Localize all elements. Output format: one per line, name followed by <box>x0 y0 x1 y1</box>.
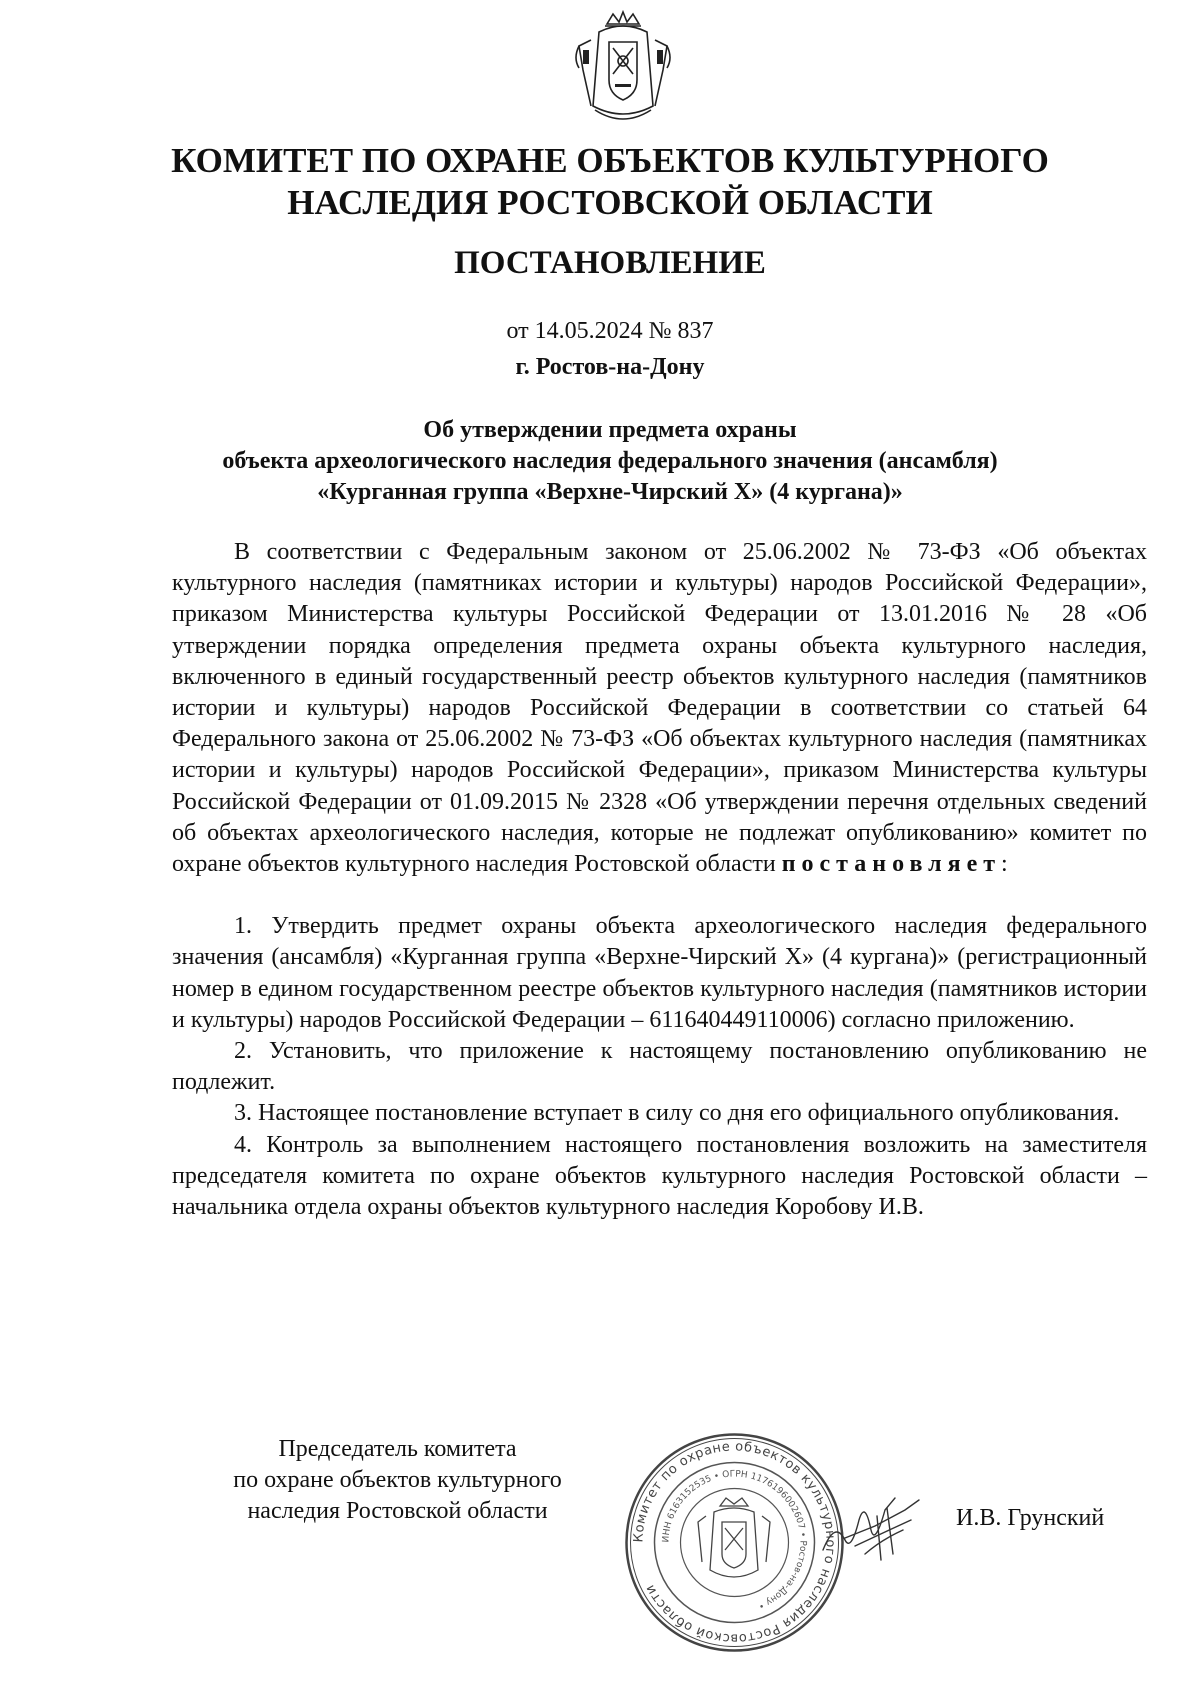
decree-word: постановляет <box>781 851 1002 878</box>
document-body <box>172 537 1147 1223</box>
signer-position-line-3: наследия Ростовской области <box>247 1498 548 1524</box>
signer-position-line-1: Председатель комитета <box>278 1436 517 1462</box>
org-name-line-1: КОМИТЕТ ПО ОХРАНЕ ОБЪЕКТОВ КУЛЬТУРНОГО <box>171 141 1049 180</box>
preamble-text: В соответствии с Федеральным законом от 25.06.2002 № 73-ФЗ «Об объектах культурного наследия (памятниках истории и культуры) народов Российской Федерации», приказом Министерства культуры Российской Федерации от 13.01.2016 № 28 «Об утверждении порядка определения предмета охраны объекта культурного наследия, включенного в единый государственный реестр объектов культурного наследия (памятников истории и культуры) народов Российской Федерации в соответствии со статьей 64 Федерального закона от 25.06.2002 № 73-ФЗ «Об объектах культурного наследия (памятниках истории и культуры) народов Российской Федерации», приказом Министерства культуры Российской Федерации от 01.09.2015 № 2328 «Об утверждении перечня отдельных сведений об объектах археологического наследия, которые не подлежат опубликованию» комитет по охране объектов культурного наследия Ростовской области <box>172 539 1147 878</box>
coat-of-arms-icon <box>569 10 677 130</box>
document-city: г. Ростов-на-Дону <box>515 354 705 380</box>
resolution-item-3: 3. Настоящее постановление вступает в силу со дня его официального опубликования. <box>234 1100 1120 1127</box>
resolution-item-4: 4. Контроль за выполнением настоящего постановления возложить на заместителя председателя комитета по охране объектов культурного наследия Ростовской области – начальника отдела охраны объектов культурного наследия Коробову И.В. <box>172 1131 1147 1221</box>
signer-position <box>185 1434 610 1527</box>
handwritten-signature-icon <box>815 1480 925 1570</box>
preamble-paragraph <box>172 537 1147 880</box>
title-line-3: «Курганная группа «Верхне-Чирский Х» (4 кургана)» <box>317 479 903 505</box>
resolution-item-2: 2. Установить, что приложение к настоящему постановлению опубликованию не подлежит. <box>172 1038 1147 1096</box>
official-seal-icon <box>622 1430 847 1655</box>
signer-name: И.В. Грунский <box>956 1505 1105 1531</box>
organization-name <box>150 140 1070 224</box>
title-line-2: объекта археологического наследия федерального значения (ансамбля) <box>222 448 998 474</box>
decree-colon: : <box>1001 851 1008 878</box>
org-name-line-2: НАСЛЕДИЯ РОСТОВСКОЙ ОБЛАСТИ <box>287 183 933 222</box>
signer-position-line-2: по охране объектов культурного <box>233 1467 562 1493</box>
svg-text:Комитет по охране объектов кул: Комитет по охране объектов культурного наследия Ростовской области <box>631 1439 838 1646</box>
title-line-1: Об утверждении предмета охраны <box>423 417 797 443</box>
document-date-number: от 14.05.2024 № 837 <box>506 318 714 344</box>
document-title <box>150 415 1070 508</box>
svg-text:ИНН 6163152535 • ОГРН 11761960: ИНН 6163152535 • ОГРН 1176196002607 • Ростов-на-Дону • <box>661 1469 808 1611</box>
resolution-item-1: 1. Утвердить предмет охраны объекта археологического наследия федерального значения (ансамбля) «Курганная группа «Верхне-Чирский Х» (4 кургана)» (регистрационный номер в едином государственном реестре объектов культурного наследия (памятников истории и культуры) народов Российской Федерации – 611640449110006) согласно приложению. <box>172 913 1147 1033</box>
document-type: ПОСТАНОВЛЕНИЕ <box>454 245 766 281</box>
